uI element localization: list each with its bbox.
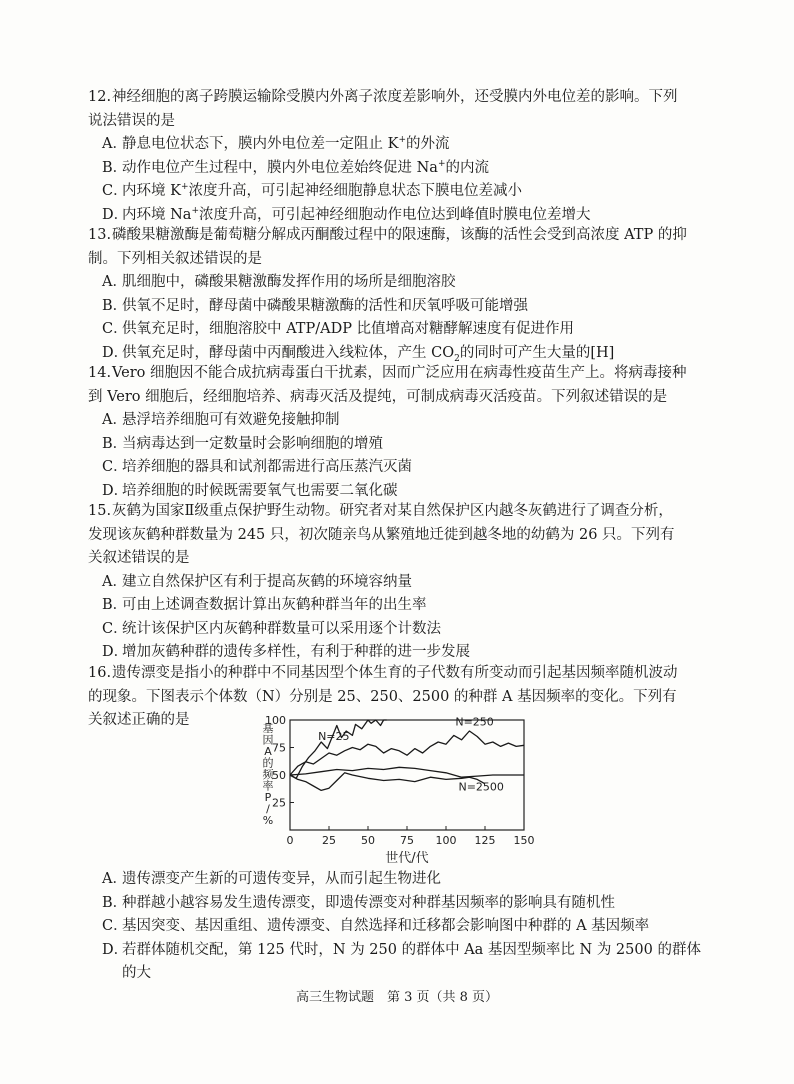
question-stem-cont: 制。下列相关叙述错误的是 xyxy=(88,250,262,267)
series-label: N=25 xyxy=(318,729,350,743)
x-tick-label: 125 xyxy=(474,834,496,847)
question-number: 16. xyxy=(88,665,112,681)
question-stem: 神经细胞的离子跨膜运输除受膜内外离子浓度差影响外，还受膜内外电位差的影响。下列 xyxy=(112,89,678,105)
series-label: N=2500 xyxy=(458,780,504,794)
chart-svg xyxy=(238,712,538,864)
y-axis-label: 基因 A 的频率 P / % xyxy=(262,722,274,827)
question-stem: 遗传漂变是指小的种群中不同基因型个体生育的子代数有所变动而引起基因频率随机波动 xyxy=(112,665,678,681)
option-a: A．肌细胞中，磷酸果糖激酶发挥作用的场所是细胞溶胶 xyxy=(102,274,456,290)
question-stem-cont: 关叙述错误的是 xyxy=(88,550,190,566)
option-a: A．悬浮培养细胞可有效避免接触抑制 xyxy=(102,412,340,428)
question-15 xyxy=(88,500,728,665)
option-c: C．基因突变、基因重组、遗传漂变、自然选择和迁移都会影响图中种群的 A 基因频率 xyxy=(102,918,650,934)
question-stem: Vero 细胞因不能合成抗病毒蛋白干扰素，因而广泛应用在病毒性疫苗生产上。将病毒接种 xyxy=(112,365,687,381)
y-tick-label: 50 xyxy=(272,769,286,782)
question-12 xyxy=(88,86,728,227)
x-axis-label: 世代/代 xyxy=(385,851,429,864)
option-a: A．静息电位状态下，膜内外电位差一定阻止 K+的外流 xyxy=(102,135,450,152)
question-stem-cont: 到 Vero 细胞后，经细胞培养、病毒灭活及提纯，可制成病毒灭活疫苗。下列叙述错误的是 xyxy=(88,388,668,405)
option-d: D．增加灰鹤种群的遗传多样性，有利于种群的进一步发展 xyxy=(102,644,470,660)
question-number: 15. xyxy=(88,503,112,519)
question-number: 13. xyxy=(88,227,112,243)
option-c: C．统计该保护区内灰鹤种群数量可以采用逐个计数法 xyxy=(102,620,441,637)
x-tick-label: 50 xyxy=(361,834,375,847)
option-a: A．建立自然保护区有利于提高灰鹤的环境容纳量 xyxy=(102,573,412,590)
question-number: 12. xyxy=(88,89,112,105)
question-stem-cont: 关叙述正确的是 xyxy=(88,712,190,728)
option-c: C．内环境 K+浓度升高，可引起神经细胞静息状态下膜电位差减小 xyxy=(102,182,522,199)
question-stem-cont: 发现该灰鹤种群数量为 245 只，初次随亲鸟从繁殖地迁徙到越冬地的幼鹤为 26 只。下列有 xyxy=(88,526,675,543)
series-line-2 xyxy=(290,767,524,777)
x-tick-label: 25 xyxy=(322,834,336,847)
question-16-options xyxy=(88,868,728,986)
option-b: B．当病毒达到一定数量时会影响细胞的增殖 xyxy=(102,435,383,452)
option-c: C．培养细胞的器具和试剂都需进行高压蒸汽灭菌 xyxy=(102,459,412,475)
allele-frequency-chart xyxy=(238,712,538,864)
option-d: D．内环境 Na+浓度升高，可引起神经细胞动作电位达到峰值时膜电位差增大 xyxy=(102,205,591,223)
question-stem: 灰鹤为国家Ⅱ级重点保护野生动物。研究者对某自然保护区内越冬灰鹤进行了调查分析， xyxy=(112,503,673,519)
option-b: B．供氧不足时，酵母菌中磷酸果糖激酶的活性和厌氧呼吸可能增强 xyxy=(102,297,528,314)
question-13 xyxy=(88,224,728,365)
option-d-cont: 的大 xyxy=(122,965,151,981)
option-d: D．供氧充足时，酵母菌中丙酮酸进入线粒体，产生 $CO_2$的同时可产生大量的[H] xyxy=(102,344,615,364)
option-d: D．培养细胞的时候既需要氧气也需要二氧化碳 xyxy=(102,482,398,499)
question-number: 14. xyxy=(88,365,112,381)
option-a: A．遗传漂变产生新的可遗传变异，从而引起生物进化 xyxy=(102,871,441,887)
y-tick-label: 100 xyxy=(265,714,286,727)
question-stem-cont: 的现象。下图表示个体数（N）分别是 25、250、2500 的种群 A 基因频率的变化。下列有 xyxy=(88,688,677,705)
option-b: B．种群越小越容易发生遗传漂变，即遗传漂变对种群基因频率的影响具有随机性 xyxy=(102,894,615,911)
x-tick-label: 100 xyxy=(435,834,457,847)
series-label: N=250 xyxy=(455,715,494,729)
option-b: B．可由上述调查数据计算出灰鹤种群当年的出生率 xyxy=(102,597,427,613)
option-b: B．动作电位产生过程中，膜内外电位差始终促进 Na+的内流 xyxy=(102,158,489,176)
option-c: C．供氧充足时，细胞溶胶中 ATP/ADP 比值增高对糖酵解速度有促进作用 xyxy=(102,321,575,337)
question-14 xyxy=(88,362,728,503)
x-tick-label: 150 xyxy=(513,834,535,847)
x-tick-label: 0 xyxy=(286,834,294,847)
option-d: D．若群体随机交配，第 125 代时，N 为 250 的群体中 Aa 基因型频率比 N 为 2500 的群体 xyxy=(102,941,701,958)
page-footer: 高三生物试题 第 3 页（共 8 页） xyxy=(295,990,499,1005)
y-tick-label: 25 xyxy=(272,796,286,810)
x-tick-label: 75 xyxy=(400,834,414,847)
question-stem-cont: 说法错误的是 xyxy=(88,112,175,129)
y-tick-label: 75 xyxy=(272,741,286,755)
question-stem: 磷酸果糖激酶是葡萄糖分解成丙酮酸过程中的限速酶，该酶的活性会受到高浓度 ATP 的抑 xyxy=(112,227,687,243)
